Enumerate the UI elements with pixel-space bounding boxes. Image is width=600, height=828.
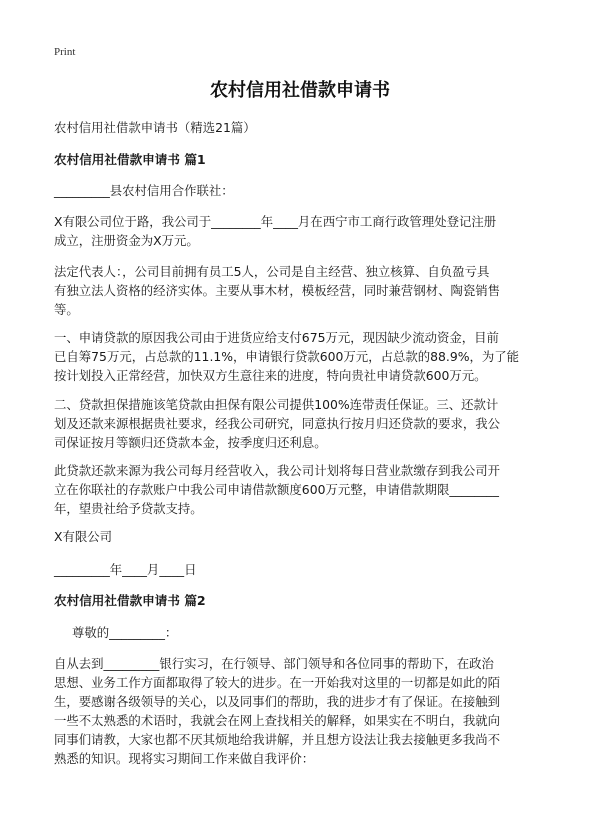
section1-para3 [54, 328, 550, 385]
para-line: 司保证按月等额归还贷款本金，按季度归还利息。 [54, 435, 327, 450]
para-line: 已自筹75万元，占总款的11.1%，申请银行贷款600万元，占总款的88.9%，为了能 [54, 349, 520, 364]
para-line: 年，望贵社给予贷款支持。 [54, 501, 203, 516]
para-line: 划及还款来源根据贵社要求，经我公司研究，同意执行按月归还贷款的要求，我公 [54, 416, 501, 431]
print-link[interactable]: Print [54, 46, 76, 58]
para-line: 法定代表人：，公司目前拥有员工5人，公司是自主经营、独立核算、自负盈亏具 [54, 264, 490, 279]
para-line: 二、贷款担保措施该笔贷款由担保有限公司提供100%连带责任保证。三、还款计 [54, 397, 499, 412]
section1-para5 [54, 461, 550, 518]
section1-para1 [54, 212, 550, 250]
para-line: 同事们请教，大家也都不厌其烦地给我讲解，并且想方设法让我去接触更多我尚不 [54, 732, 501, 747]
document-subtitle: 农村信用社借款申请书（精选21篇） [54, 120, 256, 135]
para-line: 熟悉的知识。现将实习期间工作来做自我评价： [54, 751, 315, 766]
para-line: 有独立法人资格的经济实体。主要从事木材，模板经营，同时兼营钢材、陶瓷销售 [54, 283, 501, 298]
para-line: 思想、业务工作方面都取得了较大的进步。在一开始我对这里的一切都是如此的陌 [54, 675, 501, 690]
para-line: 一些不太熟悉的术语时，我就会在网上查找相关的解释，如果实在不明白，我就向 [54, 713, 501, 728]
para-line: 按计划投入正常经营，加快双方生意往来的进度，特向贵社申请贷款600万元。 [54, 368, 487, 383]
para-line: 一、申请贷款的原因我公司由于进货应给支付675万元，现因缺少流动资金，目前 [54, 330, 499, 345]
section1-date: _________年____月____日 [54, 562, 197, 577]
section2-greeting: 尊敬的_________： [72, 625, 178, 640]
section1-heading: 农村信用社借款申请书 篇1 [54, 152, 206, 167]
para-line: 自从去到_________银行实习，在行领导、部门领导和各位同事的帮助下，在政治 [54, 656, 494, 671]
section2-heading: 农村信用社借款申请书 篇2 [54, 593, 206, 608]
section1-addressee: _________县农村信用合作联社： [54, 183, 234, 198]
section2-para1 [54, 654, 550, 768]
para-line: 生，要感谢各级领导的关心，以及同事们的帮助，我的进步才有了保证。在接触到 [54, 694, 501, 709]
page-title: 农村信用社借款申请书 [210, 80, 390, 101]
para-line: X有限公司位于路，我公司于________年____月在西宁市工商行政管理处登记注册 [54, 214, 497, 229]
section1-signature: X有限公司 [54, 529, 113, 544]
section1-para2 [54, 262, 550, 319]
para-line: 立在你联社的存款账户中我公司申请借款额度600万元整，申请借款期限________ [54, 482, 499, 497]
para-line: 此贷款还款来源为我公司每月经营收入，我公司计划将每日营业款缴存到我公司开 [54, 463, 501, 478]
para-line: 等。 [54, 302, 79, 317]
section1-para4 [54, 395, 550, 452]
para-line: 成立，注册资金为X万元。 [54, 233, 199, 248]
